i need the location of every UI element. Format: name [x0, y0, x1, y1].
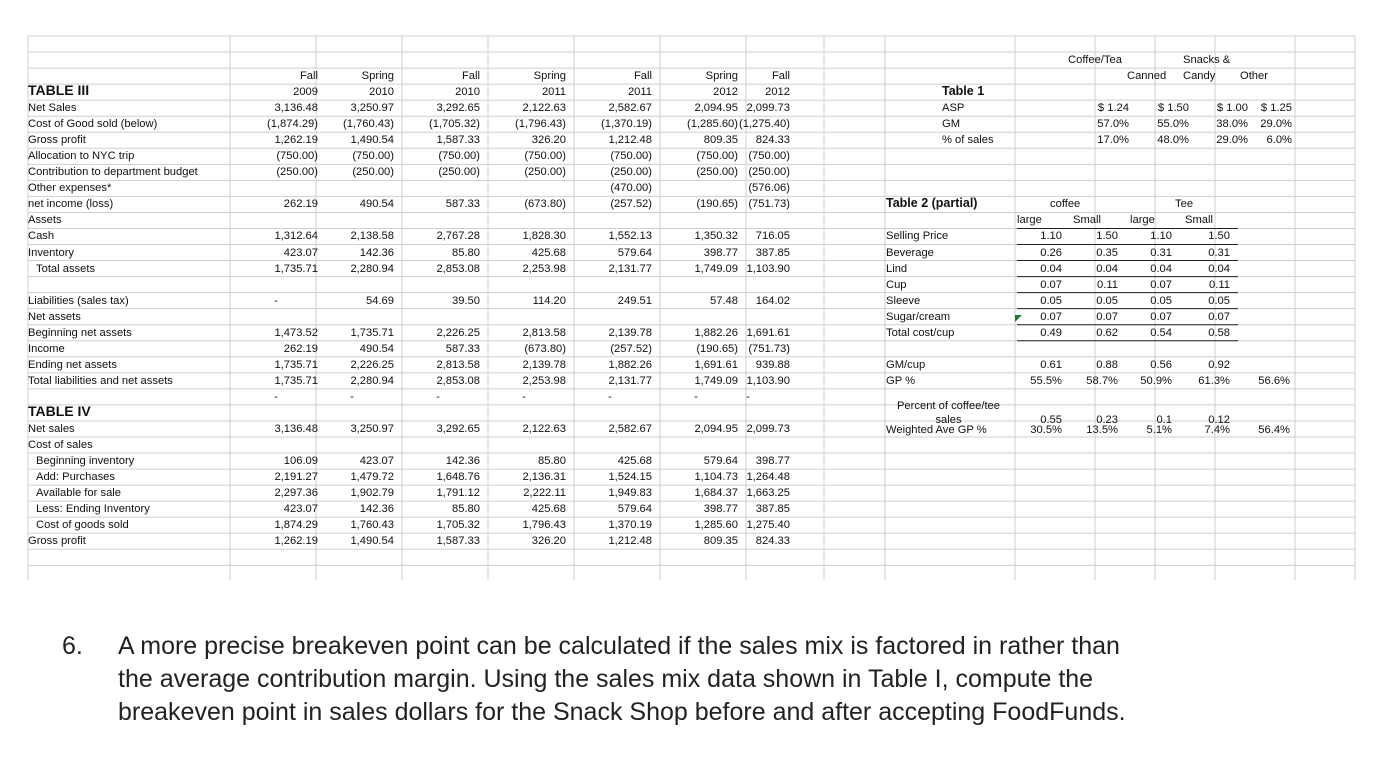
table-iv-cell: 1,949.83	[608, 487, 652, 500]
table-iii-cell: 1,735.71	[274, 374, 318, 387]
table-iii-cell: 2,099.73	[746, 102, 790, 115]
table-1-cell: 29.0%	[1260, 118, 1292, 131]
table-iii-cell: -	[608, 390, 612, 403]
table-iii-cell: 939.88	[755, 358, 790, 371]
table-iv-title: TABLE IV	[28, 402, 91, 419]
table-2-cell: 58.7%	[1086, 374, 1118, 387]
table-iii-cell: (1,275.40)	[739, 118, 790, 131]
table-iii-cell: 2,094.95	[694, 102, 738, 115]
table-iv-cell: 1,490.54	[350, 535, 394, 548]
table-2-cell: 0.12	[1208, 413, 1230, 426]
table-1-title: Table 1	[942, 84, 985, 99]
table-iv-cell: 1,705.32	[436, 519, 480, 532]
table-iii-cell: 2,139.78	[608, 326, 652, 339]
table-1-cell: $ 1.25	[1260, 102, 1292, 115]
table-iii-cell: 809.35	[703, 134, 738, 147]
table-iii-cell: (1,796.43)	[515, 118, 566, 131]
table-2-group-header: Tee	[1175, 198, 1194, 211]
table-iii-cell: (1,760.43)	[343, 118, 394, 131]
table-iii-row-label: Cash	[28, 230, 55, 243]
table-iii-cell: (1,874.29)	[267, 118, 318, 131]
table-iii-row-label: Beginning net assets	[28, 326, 132, 339]
table-iii-cell: 39.50	[452, 294, 480, 307]
table-2-cell: 0.05	[1150, 294, 1172, 307]
semester-header: Fall	[299, 70, 318, 83]
table-iv-cell: 423.07	[283, 503, 318, 516]
table-iii-cell: 85.80	[452, 246, 480, 259]
table-2-cell: 0.23	[1096, 413, 1118, 426]
table-iii-cell: -	[274, 294, 278, 307]
semester-header: Fall	[461, 70, 480, 83]
table-iv-cell: 142.36	[445, 455, 480, 468]
table-iii-cell: 1,103.90	[746, 262, 790, 275]
table-iii-cell: -	[350, 390, 354, 403]
table-iii-cell: 2,253.98	[522, 374, 566, 387]
table-2-row-label: sales	[935, 413, 962, 426]
table-2-row-label: Percent of coffee/tee	[896, 399, 1001, 412]
table-2-row-label: Total cost/cup	[886, 326, 955, 339]
year-header: 2012	[713, 86, 738, 99]
year-header: 2011	[627, 86, 652, 99]
table-2-cell: 1.10	[1150, 230, 1172, 243]
table-iv-cell: 398.77	[703, 503, 738, 516]
table-2-cell: 0.88	[1096, 358, 1118, 371]
table-iii-cell: 57.48	[710, 294, 738, 307]
table-2-cell: 0.26	[1040, 246, 1062, 259]
table-2-cell: 0.31	[1208, 246, 1230, 259]
table-iv-cell: 1,663.25	[746, 487, 790, 500]
table-1-cell: $ 1.00	[1216, 102, 1248, 115]
table-1-row-label: ASP	[942, 102, 965, 115]
table-iii-cell: 387.85	[755, 246, 790, 259]
table-iv-row-label: Net sales	[28, 422, 75, 435]
table-iv-cell: 824.33	[755, 535, 790, 548]
table-2-cell: 0.62	[1096, 326, 1118, 339]
table-iii-row-label: Contribution to department budget	[28, 166, 198, 179]
table-iii-cell: (1,705.32)	[429, 118, 480, 131]
table-iii-cell: 1,691.61	[694, 358, 738, 371]
table-iv-cell: 1,587.33	[436, 535, 480, 548]
table-2-cell: 0.35	[1096, 246, 1118, 259]
table-2-cell: 1.10	[1040, 230, 1062, 243]
table-iii-cell: (750.00)	[696, 150, 738, 163]
table-1-cell: 6.0%	[1266, 134, 1292, 147]
table-1-cell: $ 1.24	[1097, 102, 1129, 115]
table-2-row-label: Selling Price	[886, 230, 949, 243]
table-2-cell: 0.49	[1040, 326, 1062, 339]
table-2-cell: 61.3%	[1198, 374, 1230, 387]
table-iv-row-label: Gross profit	[28, 535, 86, 548]
table-2-cell: 56.6%	[1258, 374, 1290, 387]
table-iii-cell: 579.64	[617, 246, 652, 259]
table-iv-cell: 387.85	[755, 503, 790, 516]
table-iii-cell: -	[274, 390, 278, 403]
table-iii-cell: (751.73)	[748, 342, 790, 355]
table-2-subheader: large	[1017, 214, 1042, 227]
table-iv-cell: 423.07	[359, 455, 394, 468]
table-iii-cell: (750.00)	[524, 150, 566, 163]
table-2-cell: 0.05	[1096, 294, 1118, 307]
table-2-cell: 0.07	[1150, 310, 1172, 323]
table-iii-cell: 1,473.52	[274, 326, 318, 339]
table-iv-cell: 1,902.79	[350, 487, 394, 500]
table-iv-cell: 85.80	[452, 503, 480, 516]
table-iii-cell: 2,853.08	[436, 262, 480, 275]
table-iv-cell: 1,796.43	[522, 519, 566, 532]
table-2-cell: 1.50	[1096, 230, 1118, 243]
table-iv-cell: 1,684.37	[694, 487, 738, 500]
table-iv-cell: 1,760.43	[350, 519, 394, 532]
table-iii-cell: 2,813.58	[522, 326, 566, 339]
table-iii-row-label: Other expenses*	[28, 182, 112, 195]
table-iv-cell: 2,122.63	[522, 422, 566, 435]
table-2-row-label: GM/cup	[886, 358, 926, 371]
table-iii-cell: 1,490.54	[350, 134, 394, 147]
table-2-cell: 0.07	[1208, 310, 1230, 323]
table-iii-cell: 1,312.64	[274, 230, 318, 243]
table-iii-cell: 1,350.32	[694, 230, 738, 243]
table-iv-row-label: Less: Ending Inventory	[36, 503, 150, 516]
table-2-cell: 0.11	[1209, 278, 1230, 291]
table-iii-cell: 1,262.19	[274, 134, 318, 147]
table-iii-cell: 490.54	[359, 342, 394, 355]
table-iii-cell: 1,212.48	[608, 134, 652, 147]
table-iv-cell: 1,648.76	[436, 471, 480, 484]
table-2-cell: 50.9%	[1140, 374, 1172, 387]
question-number: 6.	[62, 632, 83, 660]
table-2-row-label: Cup	[886, 278, 907, 291]
table-2-row-label: Beverage	[886, 246, 934, 259]
table-iii-cell: 587.33	[445, 342, 480, 355]
table-iii-row-label: Net Sales	[28, 102, 77, 115]
table-2-cell: 0.58	[1208, 326, 1230, 339]
table-iv-row-label: Add: Purchases	[36, 471, 115, 484]
table-2-title: Table 2 (partial)	[886, 196, 978, 211]
table-2-cell: 0.05	[1208, 294, 1230, 307]
table-iii-row-label: Cost of Good sold (below)	[28, 118, 158, 131]
table-2-cell: 0.61	[1040, 358, 1062, 371]
table-iii-row-label: Gross profit	[28, 134, 86, 147]
table-2-cell: 0.92	[1208, 358, 1230, 371]
semester-header: Spring	[361, 70, 394, 83]
table-iii-cell: 2,813.58	[436, 358, 480, 371]
table-iv-cell: 2,582.67	[608, 422, 652, 435]
table-iii-cell: (250.00)	[748, 166, 790, 179]
table-iii-cell: 2,582.67	[608, 102, 652, 115]
table-iii-cell: (576.06)	[748, 182, 790, 195]
table-iv-cell: 809.35	[703, 535, 738, 548]
table-1-cell: 48.0%	[1157, 134, 1189, 147]
table-iii-cell: 2,139.78	[522, 358, 566, 371]
table-2-cell: 0.1	[1156, 413, 1172, 426]
table-iv-cell: 2,297.36	[274, 487, 318, 500]
table-iii-cell: (673.80)	[524, 198, 566, 211]
table-2-cell: 55.5%	[1030, 374, 1062, 387]
table-2-cell: 0.11	[1097, 278, 1118, 291]
table-iii-cell: 2,226.25	[350, 358, 394, 371]
table-iii-cell: 2,138.58	[350, 230, 394, 243]
table-iv-cell: 1,212.48	[608, 535, 652, 548]
table-iii-cell: 262.19	[283, 198, 318, 211]
table-2-cell: 56.4%	[1258, 423, 1290, 436]
table-2-cell: 0.07	[1096, 310, 1118, 323]
table-2-cell: 5.1%	[1146, 423, 1172, 436]
table-iv-cell: 3,292.65	[436, 422, 480, 435]
table-iii-cell: (673.80)	[524, 342, 566, 355]
table-iii-cell: (750.00)	[610, 150, 652, 163]
table-iii-cell: 142.36	[359, 246, 394, 259]
table-2-cell: 0.07	[1040, 310, 1062, 323]
table-iv-cell: 1,264.48	[746, 471, 790, 484]
table-iii-cell: 716.05	[755, 230, 790, 243]
table-iii-row-label: Assets	[28, 214, 62, 227]
table-2-row-label: Sleeve	[886, 294, 921, 307]
table-iii-cell: 2,280.94	[350, 374, 394, 387]
table-iii-cell: -	[436, 390, 440, 403]
table-2-cell: 0.56	[1150, 358, 1172, 371]
year-header: 2010	[455, 86, 480, 99]
table-iv-row-label: Available for sale	[36, 487, 121, 500]
table-2-cell: 0.05	[1040, 294, 1062, 307]
table-2-cell: 0.04	[1096, 262, 1118, 275]
table-1-row-label: GM	[942, 118, 961, 131]
table-iv-cell: 1,104.73	[694, 471, 738, 484]
table-iii-row-label: Inventory	[28, 246, 75, 259]
table-iii-cell: (257.52)	[610, 342, 652, 355]
table-iv-cell: 2,094.95	[694, 422, 738, 435]
table-iii-cell: 1,749.09	[694, 374, 738, 387]
table-2-group-header: coffee	[1050, 198, 1081, 211]
table-iii-cell: (190.65)	[696, 198, 738, 211]
table-iii-cell: (1,370.19)	[601, 118, 652, 131]
table-iv-cell: 326.20	[531, 535, 566, 548]
table-2-cell: 13.5%	[1086, 423, 1118, 436]
table-1-cell: $ 1.50	[1157, 102, 1189, 115]
table-iv-cell: 1,524.15	[608, 471, 652, 484]
table-iv-cell: 1,370.19	[608, 519, 652, 532]
question-line-3: breakeven point in sales dollars for the Snack Shop before and after accepting FoodFunds.	[118, 698, 1126, 726]
table-2-cell: 0.04	[1040, 262, 1062, 275]
table-iii-cell: 249.51	[617, 294, 652, 307]
table-iv-row-label: Cost of goods sold	[36, 519, 129, 532]
table-iii-cell: 1,735.71	[350, 326, 394, 339]
table-2-cell: 0.31	[1150, 246, 1172, 259]
table-iii-cell: 423.07	[283, 246, 318, 259]
table-2-cell: 0.07	[1150, 278, 1172, 291]
year-header: 2009	[293, 86, 318, 99]
table-2-cell: 30.5%	[1030, 423, 1062, 436]
table-2-cell: 0.54	[1150, 326, 1172, 339]
table-iii-cell: 3,136.48	[274, 102, 318, 115]
table-iii-cell: (750.00)	[748, 150, 790, 163]
table-iii-cell: 2,131.77	[608, 262, 652, 275]
table-iv-cell: 2,191.27	[274, 471, 318, 484]
table-iv-cell: 106.09	[283, 455, 318, 468]
table-2-row-label: Sugar/cream	[886, 310, 951, 323]
table-iii-cell: 2,280.94	[350, 262, 394, 275]
table-iii-cell: (250.00)	[438, 166, 480, 179]
year-header: 2012	[765, 86, 790, 99]
table-iii-cell: 326.20	[531, 134, 566, 147]
table-2-cell: 0.07	[1040, 278, 1062, 291]
table-2-cell: 0.04	[1208, 262, 1230, 275]
table-2-subheader: large	[1130, 214, 1155, 227]
table-2-cell: 7.4%	[1204, 423, 1230, 436]
table-iii-row-label: Net assets	[28, 310, 81, 323]
table-iii-cell: 1,749.09	[694, 262, 738, 275]
table-iii-cell: 1,735.71	[274, 262, 318, 275]
table-iv-cell: 2,099.73	[746, 422, 790, 435]
table-iv-cell: 3,250.97	[350, 422, 394, 435]
table-1-header: Candy	[1183, 70, 1216, 83]
table-1-header: Other	[1240, 70, 1268, 83]
table-iii-cell: 1,882.26	[608, 358, 652, 371]
table-1-cell: 38.0%	[1216, 118, 1248, 131]
table-2-cell: 1.50	[1208, 230, 1230, 243]
table-iii-cell: 587.33	[445, 198, 480, 211]
table-iii-cell: (750.00)	[352, 150, 394, 163]
table-2-row-label: Weighted Ave GP %	[886, 423, 987, 436]
table-iv-cell: 1,285.60	[694, 519, 738, 532]
table-1-cell: 57.0%	[1097, 118, 1129, 131]
table-iii-cell: (250.00)	[352, 166, 394, 179]
table-iii-cell: 824.33	[755, 134, 790, 147]
table-iii-row-label: Total assets	[36, 262, 96, 275]
table-iii-cell: 1,691.61	[746, 326, 790, 339]
table-1-header: Coffee/Tea	[1068, 54, 1122, 67]
table-iii-cell: 1,828.30	[522, 230, 566, 243]
question-line-2: the average contribution margin. Using the sales mix data shown in Table I, compute the	[118, 665, 1094, 693]
table-iii-cell: (250.00)	[524, 166, 566, 179]
table-iv-cell: 85.80	[538, 455, 566, 468]
semester-header: Fall	[771, 70, 790, 83]
year-header: 2010	[369, 86, 394, 99]
semester-header: Spring	[533, 70, 566, 83]
table-2-row-label: Lind	[886, 262, 908, 275]
table-2-subheader: Small	[1073, 214, 1101, 227]
table-iii-row-label: Total liabilities and net assets	[28, 374, 173, 387]
table-iv-cell: 2,136.31	[522, 471, 566, 484]
table-iii-cell: -	[522, 390, 526, 403]
table-iii-cell: 2,131.77	[608, 374, 652, 387]
table-iv-cell: 1,262.19	[274, 535, 318, 548]
table-iii-row-label: Allocation to NYC trip	[28, 150, 135, 163]
table-iii-cell: 2,853.08	[436, 374, 480, 387]
table-iv-row-label: Beginning inventory	[36, 455, 135, 468]
table-iv-row-label: Cost of sales	[28, 439, 93, 451]
table-iii-row-label: Income	[28, 342, 65, 355]
table-iii-cell: (1,285.60)	[687, 118, 738, 131]
table-iii-cell: 2,122.63	[522, 102, 566, 115]
table-iv-cell: 425.68	[531, 503, 566, 516]
table-iii-cell: (250.00)	[696, 166, 738, 179]
table-iii-cell: 164.02	[755, 294, 790, 307]
table-iii-cell: 3,250.97	[350, 102, 394, 115]
table-iii-cell: (250.00)	[276, 166, 318, 179]
table-iii-cell: 2,767.28	[436, 230, 480, 243]
table-iii-cell: (257.52)	[610, 198, 652, 211]
table-iii-cell: 1,552.13	[608, 230, 652, 243]
table-iv-cell: 2,222.11	[523, 487, 566, 500]
table-iv-cell: 3,136.48	[274, 422, 318, 435]
table-iii-cell: 398.77	[703, 246, 738, 259]
table-iii-cell: 1,103.90	[746, 374, 790, 387]
table-iv-cell: 398.77	[755, 455, 790, 468]
table-iii-cell: -	[694, 390, 698, 403]
table-2-subheader: Small	[1185, 214, 1213, 227]
table-iii-cell: 490.54	[359, 198, 394, 211]
table-1-header: Snacks &	[1183, 54, 1231, 67]
table-iii-cell: 1,587.33	[436, 134, 480, 147]
table-iii-cell: -	[746, 390, 750, 403]
table-2-row-label: GP %	[886, 374, 916, 387]
table-iii-cell: (250.00)	[610, 166, 652, 179]
table-iii-cell: 114.20	[532, 294, 566, 307]
table-1-cell: 17.0%	[1097, 134, 1129, 147]
table-2-cell: 0.04	[1150, 262, 1172, 275]
table-1-row-label: % of sales	[942, 134, 994, 147]
table-iv-cell: 579.64	[617, 503, 652, 516]
table-iv-cell: 1,275.40	[746, 519, 790, 532]
table-iii-cell: (750.00)	[276, 150, 318, 163]
table-1-cell: 29.0%	[1216, 134, 1248, 147]
table-iii-cell: 425.68	[531, 246, 566, 259]
table-iv-cell: 425.68	[617, 455, 652, 468]
semester-header: Fall	[633, 70, 652, 83]
table-iii-row-label: Ending net assets	[28, 358, 117, 371]
table-iii-cell: (470.00)	[610, 182, 652, 195]
table-iii-cell: 54.69	[366, 294, 394, 307]
table-iii-cell: (190.65)	[696, 342, 738, 355]
table-iv-cell: 579.64	[703, 455, 738, 468]
table-iv-cell: 1,874.29	[274, 519, 318, 532]
table-iv-cell: 1,791.12	[436, 487, 480, 500]
table-iii-title: TABLE III	[28, 82, 90, 99]
table-iii-row-label: net income (loss)	[28, 198, 114, 211]
table-1-header: Canned	[1127, 70, 1167, 83]
question-line-1: A more precise breakeven point can be calculated if the sales mix is factored in rather than	[118, 632, 1120, 660]
table-iii-cell: 2,253.98	[522, 262, 566, 275]
year-header: 2011	[541, 86, 566, 99]
table-iv-cell: 1,479.72	[350, 471, 394, 484]
table-iii-cell: 262.19	[283, 342, 318, 355]
table-iii-cell: 1,735.71	[274, 358, 318, 371]
table-iii-cell: 3,292.65	[436, 102, 480, 115]
table-iii-cell: (750.00)	[438, 150, 480, 163]
table-2-cell: 0.55	[1040, 413, 1062, 426]
table-iii-cell: 2,226.25	[436, 326, 480, 339]
table-iv-cell: 142.36	[359, 503, 394, 516]
table-1-cell: 55.0%	[1157, 118, 1189, 131]
table-iii-cell: 1,882.26	[694, 326, 738, 339]
semester-header: Spring	[705, 70, 738, 83]
table-iii-cell: (751.73)	[748, 198, 790, 211]
table-iii-row-label: Liabilities (sales tax)	[28, 294, 129, 307]
